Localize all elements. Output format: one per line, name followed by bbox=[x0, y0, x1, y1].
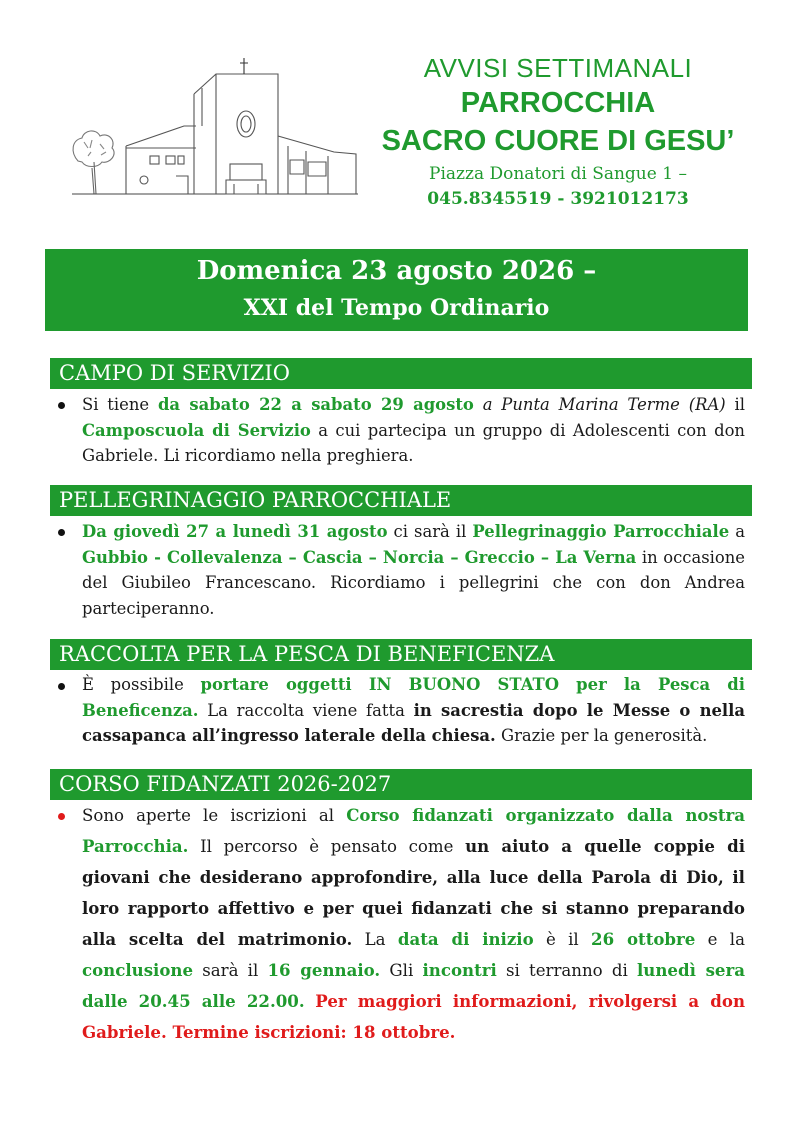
text-span: La bbox=[352, 930, 398, 949]
text-span: Corso fidanzati organizzato dalla nostra Parrocchia. bbox=[82, 805, 745, 856]
banner-liturgical-day: XXI del Tempo Ordinario bbox=[243, 295, 550, 321]
section-title-raccolta: RACCOLTA PER LA PESCA DI BENEFICENZA bbox=[50, 639, 752, 670]
text-span bbox=[305, 992, 316, 1011]
text-span: Da giovedì 27 a lunedì 31 agosto bbox=[82, 522, 388, 541]
text-span: il bbox=[725, 395, 746, 414]
section-body-pellegrinaggio bbox=[82, 519, 745, 621]
header-address: Piazza Donatori di Sangue 1 – bbox=[429, 164, 687, 184]
text-span: Per maggiori informazioni, rivolgersi a don Gabriele. Termine iscrizioni: 18 ottobre. bbox=[82, 991, 746, 1042]
text-span: 26 ottobre bbox=[591, 929, 696, 949]
text-span: La raccolta viene fatta bbox=[198, 700, 414, 720]
text-span: in occasione del Giubileo Francescano. Ricordiamo i pellegrini che con don Andrea parteciperanno. bbox=[82, 547, 746, 618]
text-span: 16 gennaio. bbox=[267, 960, 381, 980]
text-span: da sabato 22 a sabato 29 agosto bbox=[157, 395, 474, 414]
text-span bbox=[474, 395, 483, 414]
text-span: Gli bbox=[380, 961, 423, 980]
date-banner bbox=[45, 249, 748, 331]
text-span: Si tiene bbox=[82, 395, 158, 414]
parish-header bbox=[372, 52, 744, 212]
section-body-corso bbox=[82, 800, 745, 1048]
text-span: è il bbox=[533, 930, 592, 949]
text-span: ci sarà il bbox=[387, 522, 473, 541]
section-title-campo: CAMPO DI SERVIZIO bbox=[50, 358, 752, 389]
bullet-icon bbox=[58, 683, 65, 690]
bullet-icon bbox=[58, 813, 65, 820]
section-title-pellegrinaggio: PELLEGRINAGGIO PARROCCHIALE bbox=[50, 485, 752, 516]
text-span: si terranno di bbox=[496, 961, 637, 980]
section-title-corso: CORSO FIDANZATI 2026-2027 bbox=[50, 769, 752, 800]
text-span: Camposcuola di Servizio bbox=[82, 420, 311, 440]
text-span: incontri bbox=[422, 960, 497, 980]
text-span: Grazie per la generosità. bbox=[495, 726, 708, 745]
church-logo bbox=[66, 56, 366, 202]
header-phones: 045.8345519 - 3921012173 bbox=[427, 189, 689, 209]
section-body-campo bbox=[82, 392, 745, 469]
text-span: Pellegrinaggio Parrocchiale bbox=[472, 522, 730, 541]
text-span: data di inizio bbox=[397, 929, 534, 949]
bullet-icon bbox=[58, 529, 65, 536]
text-span: Sono aperte le iscrizioni al bbox=[82, 806, 347, 825]
text-span: un aiuto a quelle coppie di giovani che desiderano approfondire, alla luce della Parola di Dio, il loro rapporto affettivo e per quei fidanzati che si stanno preparando alla scelta del matrimonio. bbox=[82, 836, 745, 949]
text-span: a Punta Marina Terme (RA) bbox=[482, 395, 726, 414]
text-span: sarà il bbox=[193, 961, 268, 980]
text-span: in sacrestia dopo le Messe o nella cassapanca all’ingresso laterale della chiesa. bbox=[82, 700, 745, 745]
bullet-icon bbox=[58, 402, 65, 409]
text-span: e la bbox=[695, 930, 745, 949]
header-title: AVVISI SETTIMANALI bbox=[423, 53, 693, 83]
text-span: conclusione bbox=[82, 960, 194, 980]
section-body-raccolta bbox=[82, 672, 745, 749]
text-span: a bbox=[729, 522, 745, 541]
text-span: a cui partecipa un gruppo di Adolescenti con don Gabriele. Li ricordiamo nella preghiera. bbox=[82, 420, 745, 465]
text-span: È possibile bbox=[82, 675, 201, 694]
header-parish-name: SACRO CUORE DI GESU’ bbox=[381, 125, 735, 157]
header-parish: PARROCCHIA bbox=[460, 87, 656, 119]
banner-date: Domenica 23 agosto 2026 – bbox=[196, 256, 597, 286]
text-span: lunedì sera dalle 20.45 alle 22.00. bbox=[82, 960, 745, 1011]
text-span: Gubbio - Collevalenza – Cascia – Norcia – Greccio – La Verna bbox=[82, 547, 637, 567]
text-span: portare oggetti IN BUONO STATO per la Pesca di Beneficenza. bbox=[82, 675, 745, 720]
text-span: Il percorso è pensato come bbox=[188, 837, 466, 856]
